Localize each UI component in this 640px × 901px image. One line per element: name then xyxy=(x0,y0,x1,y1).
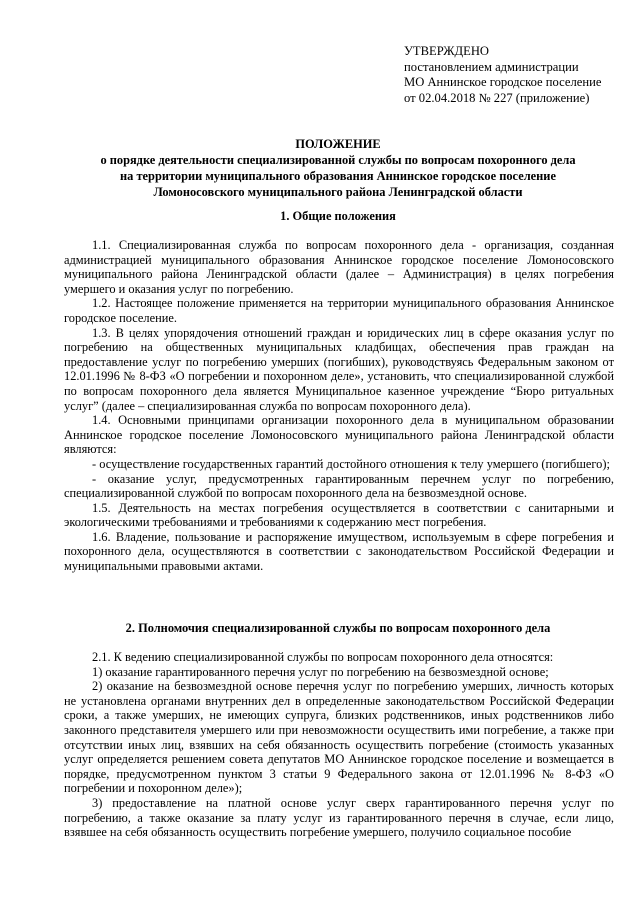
approval-line-1: УТВЕРЖДЕНО xyxy=(404,44,490,58)
section-2-heading: 2. Полномочия специализированной службы по вопросам похоронного дела xyxy=(125,621,551,635)
paragraph-1-5: 1.5. Деятельность на местах погребения осуществляется в соответствии с санитарными и экологическими требованиями и требованиями к содержанию мест погребения. xyxy=(64,500,614,530)
approval-line-2: постановлением администрации xyxy=(404,59,579,74)
title-line-4: Ломоносовского муниципального района Ленинградской области xyxy=(153,185,523,199)
document-title xyxy=(40,136,636,200)
list-item-guarantees: - осуществление государственных гарантий достойного отношения к телу умершего (погибшего); xyxy=(92,456,610,471)
approval-line-3: МО Аннинское городское поселение xyxy=(404,75,602,89)
section-1-body xyxy=(64,238,614,574)
paragraph-1-2: 1.2. Настоящее положение применяется на территории муниципального образования Аннинское городское поселение. xyxy=(64,296,614,325)
approval-stamp xyxy=(404,44,601,106)
section-1-heading: 1. Общие положения xyxy=(280,209,396,223)
list-item-2: 2) оказание на безвозмездной основе перечня услуг по погребению умерших, личность которых не установлена органами внутренних дел в определенные законодательством Российской Федерации сроки, а также умерших, не имеющих супруга, близких родственников, иных родственников либо законного представителя умершего или при невозможности осуществить ими погребение, а также при отсутствии иных лиц, взявших на себя обязанность осуществить погребение (стоимость указанных услуг определяется решением совета депутатов МО Аннинское городское поселение и возмещается в порядке, предусмотренном пунктом 3 статьи 9 Федерального закона от 12.01.1996 № 8-ФЗ «О погребении и похоронном деле»); xyxy=(64,679,614,796)
paragraph-1-1: 1.1. Специализированная служба по вопросам похоронного дела - организация, созданная администрацией муниципального образования Аннинское городское поселение Ломоносовского муниципального района Ленинградской области (далее – Администрация) в целях погребения умершего и оказания услуг по погребению. xyxy=(64,238,614,296)
paragraph-2-1: 2.1. К ведению специализированной службы по вопросам похоронного дела относятся: xyxy=(92,650,554,664)
title-line-2: о порядке деятельности специализированной службы по вопросам похоронного дела xyxy=(100,153,576,167)
approval-line-4: от 02.04.2018 № 227 (приложение) xyxy=(404,90,590,105)
section-2-body xyxy=(64,650,614,840)
list-item-1: 1) оказание гарантированного перечня услуг по погребению на безвозмездной основе; xyxy=(92,664,549,679)
paragraph-1-4: 1.4. Основными принципами организации похоронного дела в муниципальном образовании Аннинское городское поселение Ломоносовского муниципального района Ленинградской области являются: xyxy=(64,413,614,457)
paragraph-1-6: 1.6. Владение, пользование и распоряжение имуществом, используемым в сфере погребения и похоронного дела, осуществляются в соответствии с законодательством Российской Федерации и муниципальными правовыми актами. xyxy=(64,529,614,574)
list-item-free-services: - оказание услуг, предусмотренных гарантированным перечнем услуг по погребению, специализированной службой по вопросам похоронного дела на безвозмездной основе. xyxy=(64,471,614,501)
title-line-3: на территории муниципального образования Аннинское городское поселение xyxy=(120,169,556,183)
title-main: ПОЛОЖЕНИЕ xyxy=(295,137,381,151)
paragraph-1-3: 1.3. В целях упорядочения отношений граждан и юридических лиц в сфере оказания услуг по погребению на общественных муниципальных кладбищах, обеспечения прав граждан на предоставление услуг по погребению умерших (погибших), руководствуясь Федеральным законом от 12.01.1996 № 8-ФЗ «О погребении и похоронном деле», установить, что специализированной службой по вопросам похоронного дела является Муниципальное казенное учреждение “Бюро ритуальных услуг” (далее – специализированная служба по вопросам похоронного дела). xyxy=(64,325,614,413)
list-item-3: 3) предоставление на платной основе услуг сверх гарантированного перечня услуг по погребению, а также оказание за плату услуг из гарантированного перечня в случае, если лицо, взявшее на себя обязанность осуществить погребение умершего, получило социальное пособие xyxy=(64,795,614,840)
